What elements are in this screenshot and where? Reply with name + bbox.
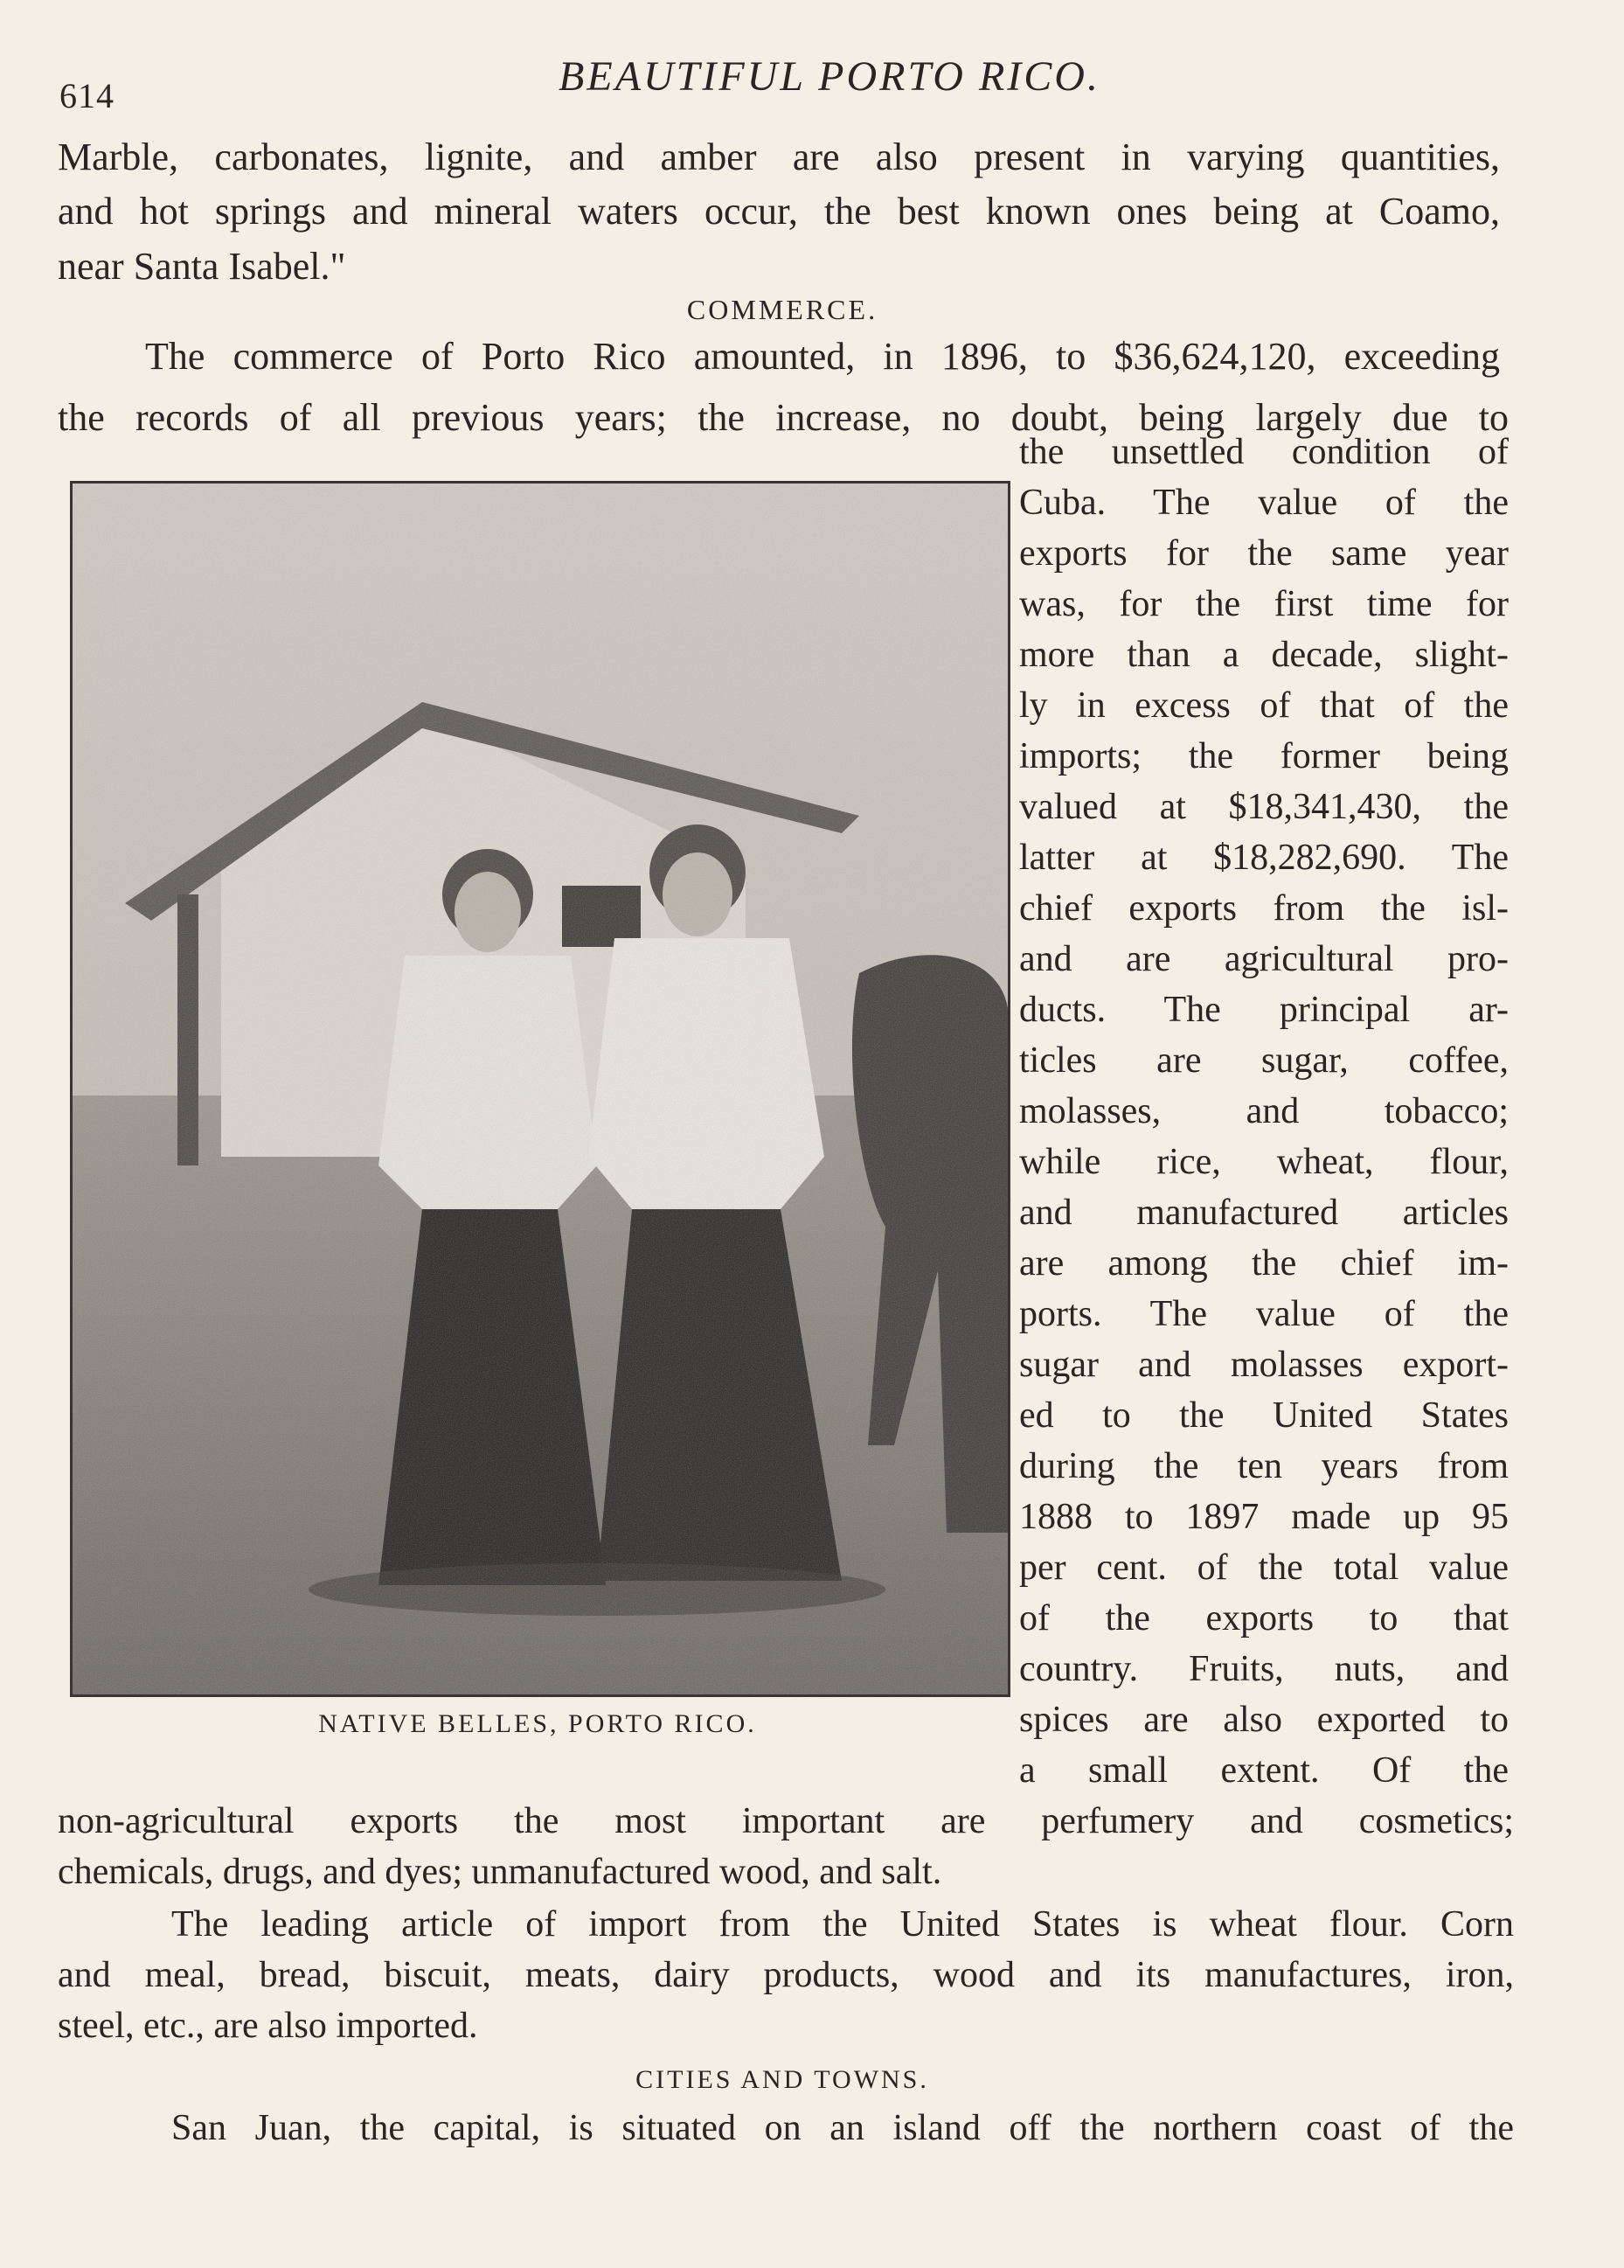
text-line: The leading article of import from the United States is wheat flour. Corn (171, 1904, 1514, 1944)
text-line: near Santa Isabel." (58, 245, 346, 288)
text-line: San Juan, the capital, is situated on an island off the northern coast of the (171, 2108, 1514, 2148)
text-line: Marble, carbonates, lignite, and amber are also present in varying quantities, (58, 136, 1500, 178)
text-line: ticles are sugar, coffee, (1019, 1040, 1509, 1081)
section-heading-commerce: COMMERCE. (686, 294, 878, 325)
text-line: and manufactured articles (1019, 1193, 1509, 1233)
photo-caption: NATIVE BELLES, PORTO RICO. (318, 1709, 757, 1738)
text-line: exports for the same year (1019, 533, 1509, 574)
text-line: chief exports from the isl- (1019, 888, 1509, 929)
text-line: non-agricultural exports the most important are perfumery and cosmetics; (58, 1801, 1514, 1841)
text-line: are among the chief im- (1019, 1243, 1509, 1284)
text-line: sugar and molasses export- (1019, 1345, 1509, 1385)
text-line: of the exports to that (1019, 1598, 1509, 1638)
text-line: more than a decade, slight- (1019, 635, 1509, 675)
text-line: valued at $18,341,430, the (1019, 787, 1509, 827)
text-line: steel, etc., are also imported. (58, 2006, 478, 2046)
text-line: spices are also exported to (1019, 1700, 1509, 1740)
text-line: and meal, bread, biscuit, meats, dairy products, wood and its manufactures, iron, (58, 1955, 1514, 1995)
page-number: 614 (59, 76, 115, 115)
photograph (70, 481, 1010, 1697)
text-line: The commerce of Porto Rico amounted, in 1896, to $36,624,120, exceeding (145, 335, 1500, 378)
text-line: country. Fruits, nuts, and (1019, 1649, 1509, 1689)
text-line: ports. The value of the (1019, 1294, 1509, 1334)
text-line: 1888 to 1897 made up 95 (1019, 1497, 1509, 1537)
text-line: a small extent. Of the (1019, 1750, 1509, 1791)
text-line: ducts. The principal ar- (1019, 990, 1509, 1030)
text-line: while rice, wheat, flour, (1019, 1142, 1509, 1182)
text-line: and are agricultural pro- (1019, 939, 1509, 979)
text-line: the records of all previous years; the increase, no doubt, being largely due to (58, 396, 1509, 439)
text-line: latter at $18,282,690. The (1019, 838, 1509, 878)
text-line: molasses, and tobacco; (1019, 1091, 1509, 1131)
text-line: was, for the first time for (1019, 584, 1509, 624)
text-line: and hot springs and mineral waters occur, the best known ones being at Coamo, (58, 190, 1500, 233)
running-head: BEAUTIFUL PORTO RICO. (559, 53, 1100, 100)
text-line: Cuba. The value of the (1019, 483, 1509, 523)
text-line: ly in excess of that of the (1019, 685, 1509, 726)
text-line: ed to the United States (1019, 1395, 1509, 1436)
text-line: imports; the former being (1019, 736, 1509, 776)
text-line: during the ten years from (1019, 1446, 1509, 1486)
text-line: the unsettled condition of (1019, 432, 1509, 472)
text-line: chemicals, drugs, and dyes; unmanufactured wood, and salt. (58, 1852, 942, 1892)
section-heading-cities: CITIES AND TOWNS. (635, 2065, 929, 2094)
text-line: per cent. of the total value (1019, 1548, 1509, 1588)
